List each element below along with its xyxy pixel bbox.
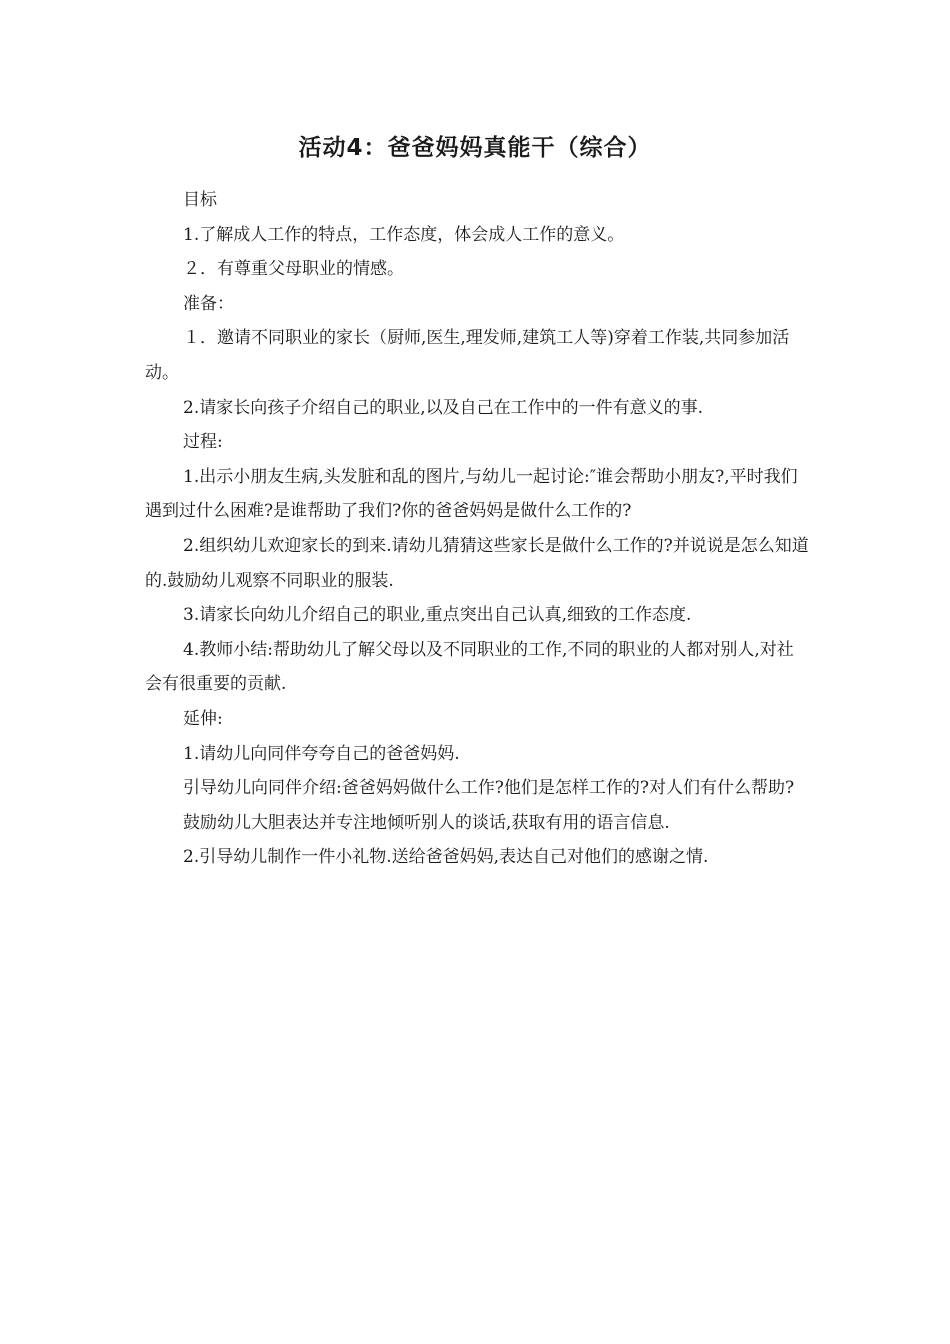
- extension-encourage-paragraph: 鼓励幼儿大胆表达并专注地倾听别人的谈话,获取有用的语言信息.: [183, 812, 670, 833]
- process-item-1: 1.出示小朋友生病,头发脏和乱的图片,与幼儿一起讨论:″谁会帮助小朋友?,平时我们遇到过什么困难?是谁帮助了我们?你的爸爸妈妈是做什么工作的?: [145, 466, 798, 522]
- process-item-3: 3.请家长向幼儿介绍自己的职业,重点突出自己认真,细致的工作态度.: [183, 605, 692, 626]
- document-title: 活动4：爸爸妈妈真能干（综合）: [298, 135, 652, 161]
- extension-guide-paragraph: 引导幼儿向同伴介绍:爸爸妈妈做什么工作?他们是怎样工作的?对人们有什么帮助?: [183, 778, 795, 799]
- section-heading-preparation: 准备：: [183, 293, 234, 314]
- process-item-4: 4.教师小结:帮助幼儿了解父母以及不同职业的工作,不同的职业的人都对别人,对社会有很重要的贡献.: [145, 639, 794, 695]
- document-body: [145, 183, 810, 875]
- extension-item-1: 1.请幼儿向同伴夸夸自己的爸爸妈妈.: [183, 743, 460, 764]
- process-item-2: 2.组织幼儿欢迎家长的到来.请幼儿猜猜这些家长是做什么工作的?并说说是怎么知道的.鼓励幼儿观察不同职业的服装.: [145, 535, 809, 591]
- goal-item-1: 1.了解成人工作的特点，工作态度，体会成人工作的意义。: [183, 224, 625, 245]
- extension-item-2: 2.引导幼儿制作一件小礼物.送给爸爸妈妈,表达自己对他们的感谢之情.: [183, 847, 709, 868]
- goal-item-2: ２．有尊重父母职业的情感。: [183, 259, 404, 280]
- preparation-item-2: 2.请家长向孩子介绍自己的职业,以及自己在工作中的一件有意义的事.: [183, 397, 704, 418]
- section-heading-goals: 目标: [183, 190, 217, 210]
- preparation-item-1: １．邀请不同职业的家长（厨师,医生,理发师,建筑工人等)穿着工作装,共同参加活动。: [145, 328, 790, 383]
- section-heading-process: 过程:: [183, 432, 223, 453]
- section-heading-extension: 延伸:: [183, 708, 223, 729]
